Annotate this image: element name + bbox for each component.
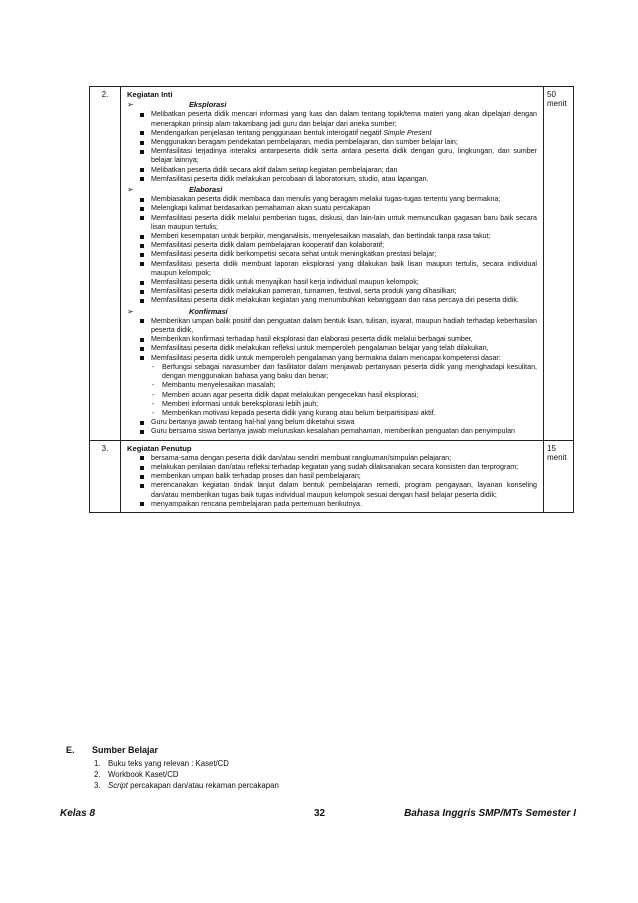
activity-title: Kegiatan Penutup [127,443,192,453]
dash-item: - Membantu menyelesaikan masalah; [151,381,537,390]
bullet-list [127,454,537,509]
activity-cell [121,440,544,512]
list-item: merencanakan kegiatan tindak lanjut dalam bentuk pembelajaran remedi, program pengayaan, layanan konseling dan/atau memberikan tugas baik tugas individual maupun kelompok sesuai dengan hasil belajar peserta didik; [139,481,537,499]
dash-item: - Memberikan motivasi kepada peserta didik yang kurang atau belum berpartisipasi aktif. [151,409,537,418]
list-item: Melibatkan peserta didik mencari informasi yang luas dan dalam tentang topik/tema materi yang akan dipelajari dengan menerapkan prinsip alam takambang jadi guru dan belajar dari aneka sumber; [139,110,537,128]
bullet-list [127,317,537,437]
list-item: Memfasilitasi peserta didik melalui pemberian tugas, diskusi, dan lain-lain untuk memunculkan gagasan baru baik secara lisan maupun tertulis; [139,214,537,232]
arrow-bullet-icon: ➢ [127,306,134,316]
item-number: 3. [94,781,101,790]
arrow-bullet-icon: ➢ [127,185,134,195]
subsection-heading [127,100,537,109]
list-item: Memberi kesempatan untuk berpikir, menganalisis, menyelesaikan masalah, dan bertindak tanpa rasa takut; [139,232,537,241]
item-text: Workbook Kaset/CD [108,770,179,779]
subsection-heading [127,185,537,194]
footer-book-title: Bahasa Inggris SMP/MTs Semester I [404,808,576,819]
dash-item: - Memberi acuan agar peserta didik dapat melakukan pengecekan hasil eksplorasi; [151,391,537,400]
list-item: Menggunakan beragam pendekatan pembelajaran, media pembelajaran, dan sumber belajar lain; [139,138,537,147]
list-item: bersama-sama dengan peserta didik dan/atau sendiri membuat rangkuman/simpulan pelajaran; [139,454,537,463]
dash-item: - Berfungsi sebagai narasumber dan fasilitator dalam menjawab pertanyaan peserta didik yang menghadapi kesulitan, dengan menggunakan bahasa yang baku dan benar; [151,363,537,381]
list-item: Mendengarkan penjelasan tentang penggunaan bentuk interogatif negatif Simple Present [139,129,537,138]
section-heading [66,745,566,755]
footer-class-label: Kelas 8 [60,808,96,819]
list-item: Memfasilitasi peserta didik melakukan refleksi untuk memperoleh pengalaman belajar yang telah dilakukan, [139,344,537,353]
item-text: Script percakapan dan/atau rekaman percakapan [108,781,279,790]
list-item: Guru bersama siswa bertanya jawab meluruskan kesalahan pemahaman, memberikan penguatan dan penyimpulan [139,427,537,436]
list-item: Guru bertanya jawab tentang hal-hal yang belum diketahui siswa [139,418,537,427]
list-item [94,769,566,780]
list-item: Memfasilitasi terjadinya interaksi antarpeserta didik serta antara peserta didik dengan guru, lingkungan, dan sumber belajar lainnya; [139,147,537,165]
arrow-bullet-icon: ➢ [127,100,134,110]
subsection-label: Konfirmasi [189,306,228,316]
list-item: Memberikan konfirmasi terhadap hasil eksplorasi dan elaborasi peserta didik melalui berbagai sumber, [139,335,537,344]
list-item: Memfasilitasi peserta didik untuk menyajikan hasil kerja individual maupun kelompok; [139,278,537,287]
activity-cell [121,87,544,441]
item-number: 2. [94,770,101,779]
page-footer [60,808,576,822]
dash-list [151,363,537,418]
bullet-list [127,195,537,305]
bullet-list [127,110,537,184]
lesson-activities-table [89,86,574,513]
list-item [94,758,566,769]
time-allocation: 50 menit [544,87,574,441]
list-item: Memfasilitasi peserta didik berkompetisi secara sehat untuk meningkatkan prestasi belajar; [139,250,537,259]
list-item: memberikan umpan balik terhadap proses dan hasil pembelajaran; [139,472,537,481]
subsection-label: Elaborasi [189,185,223,195]
list-item: Membiasakan peserta didik membaca dan menulis yang beragam melalui tugas-tugas tertentu yang bermakna; [139,195,537,204]
list-item: Memfasilitasi peserta didik melakukan percobaan di laboratorium, studio, atau lapangan. [139,175,537,184]
activity-title: Kegiatan Inti [127,90,173,99]
subsection-heading [127,307,537,316]
section-letter: E. [66,745,75,755]
subsection-label: Eksplorasi [189,100,227,110]
list-item: Memfasilitasi peserta didik melakukan pameran, turnamen, festival, serta produk yang dihasilkan; [139,287,537,296]
list-item [139,354,537,418]
row-number: 3. [90,440,121,512]
time-allocation: 15 menit [544,440,574,512]
resources-list [94,758,566,791]
list-item [94,780,566,791]
list-item: menyampaikan rencana pembelajaran pada pertemuan berikutnya. [139,500,537,509]
list-item: Memfasilitasi peserta didik melakukan kegiatan yang menumbuhkan kebanggaan dan rasa percaya diri peserta didik. [139,296,537,305]
list-item-text: Memfasilitasi peserta didik untuk memperoleh pengalaman yang bermakna dalam mencapai kompetensi dasar: [151,353,501,362]
list-item: Memfasilitasi peserta didik membuat laporan eksplorasi yang dilakukan baik lisan maupun tertulis, secara individual maupun kelompok; [139,260,537,278]
list-item: Memberikan umpan balik positif dan penguatan dalam bentuk lisan, tulisan, isyarat, maupun hadiah terhadap keberhasilan peserta didik, [139,317,537,335]
item-text: Buku teks yang relevan : Kaset/CD [108,759,229,768]
list-item: Memfasilitasi peserta didik dalam pembelajaran kooperatif dan kolaboratif; [139,241,537,250]
dash-item: - Memberi informasi untuk bereksplorasi lebih jauh; [151,400,537,409]
learning-resources-section [66,745,566,791]
page-number: 32 [314,808,326,819]
row-number: 2. [90,87,121,441]
table-row [90,440,574,512]
list-item: Melibatkan peserta didik secara aktif dalam setiap kegiatan pembelajaran; dan [139,166,537,175]
section-title: Sumber Belajar [92,745,159,755]
list-item: melakukan penilaian dan/atau refleksi terhadap kegiatan yang sudah dilaksanakan secara konsisten dan terprogram; [139,463,537,472]
list-item: Melengkapi kalimat berdasarkan pemahaman akan suatu percakapan [139,204,537,213]
table-row [90,87,574,441]
item-number: 1. [94,759,101,768]
